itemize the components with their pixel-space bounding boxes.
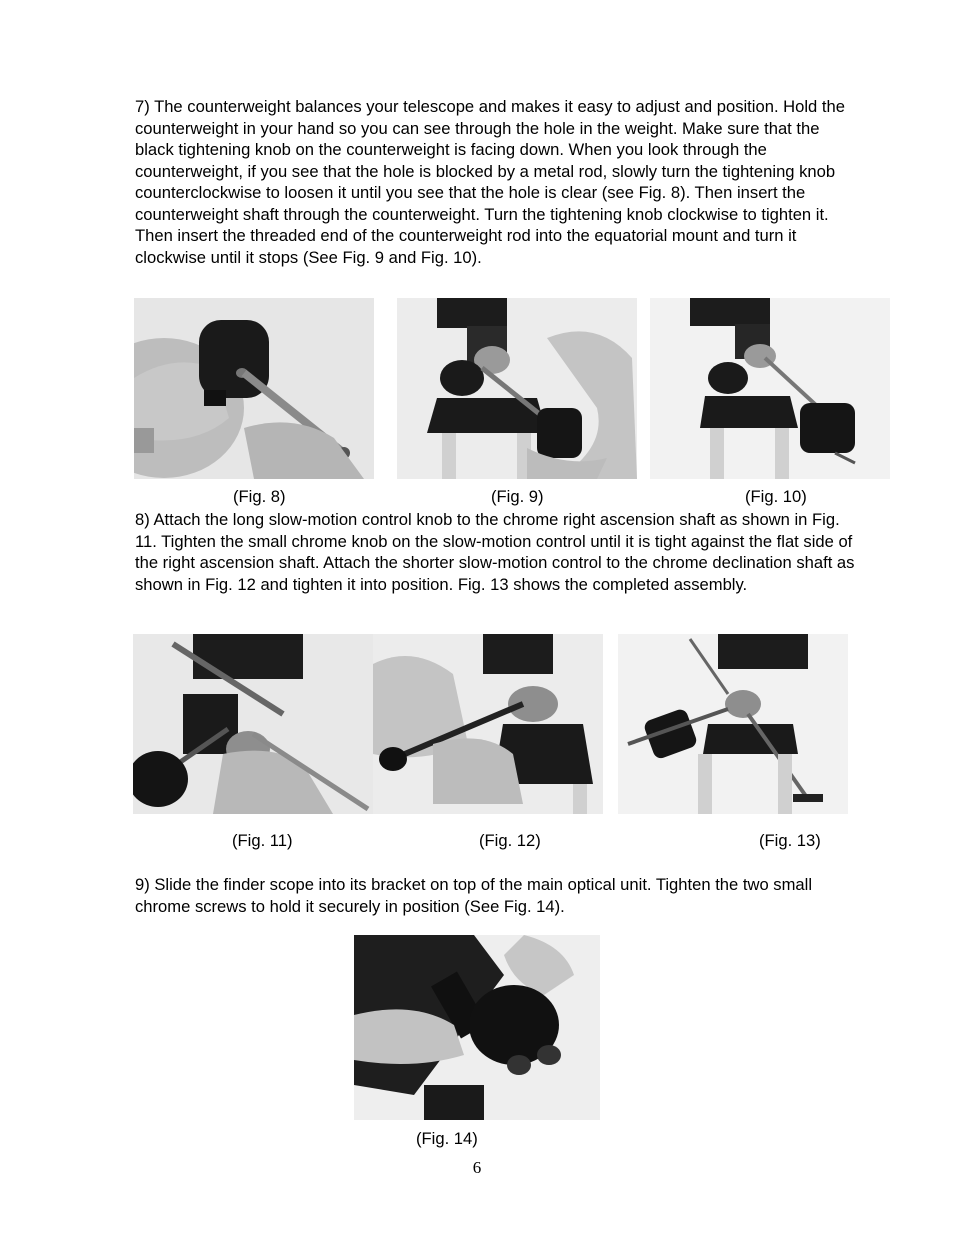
- page-number: 6: [472, 1158, 482, 1177]
- fig-9-caption: (Fig. 9): [491, 487, 544, 506]
- fig-13-caption: (Fig. 13): [759, 831, 821, 850]
- fig-11-caption: (Fig. 11): [232, 831, 293, 850]
- fig-13-photo: [618, 634, 848, 814]
- step-8-paragraph: 8) Attach the long slow-motion control knob to the chrome right ascension shaft as shown in Fig. 11. Tighten the small chrome knob on the slow-motion control until it is tight against the flat side of the right ascension shaft. Attach the shorter slow-motion control to the chrome declination shaft as shown in Fig. 12 and tighten it into position. Fig. 13 shows the completed assembly.: [135, 510, 855, 594]
- fig-10-photo: [650, 298, 890, 479]
- fig-14-photo: [354, 935, 600, 1120]
- step-7-paragraph: 7) The counterweight balances your telescope and makes it easy to adjust and position. Hold the counterweight in your hand so you can see through the hole in the weight. Make sure that the black tightening knob on the counterweight is facing down. When you look through the counterweight, if you see that the hole is blocked by a metal rod, slowly turn the tightening knob counterclockwise to loosen it until you see that the hole is clear (see Fig. 8). Then insert the counterweight shaft through the counterweight. Turn the tightening knob clockwise to tighten it. Then insert the threaded end of the counterweight rod into the equatorial mount and turn it clockwise until it stops (See Fig. 9 and Fig. 10).: [135, 97, 845, 267]
- fig-10-caption: (Fig. 10): [745, 487, 807, 506]
- fig-11-photo: [133, 634, 373, 814]
- fig-9-photo: [397, 298, 637, 479]
- step-9-paragraph: 9) Slide the finder scope into its bracket on top of the main optical unit. Tighten the two small chrome screws to hold it securely in position (See Fig. 14).: [135, 875, 813, 916]
- fig-12-photo: [373, 634, 603, 814]
- fig-14-caption: (Fig. 14): [416, 1129, 478, 1148]
- fig-8-photo: [134, 298, 374, 479]
- fig-12-caption: (Fig. 12): [479, 831, 541, 850]
- fig-8-caption: (Fig. 8): [233, 487, 286, 506]
